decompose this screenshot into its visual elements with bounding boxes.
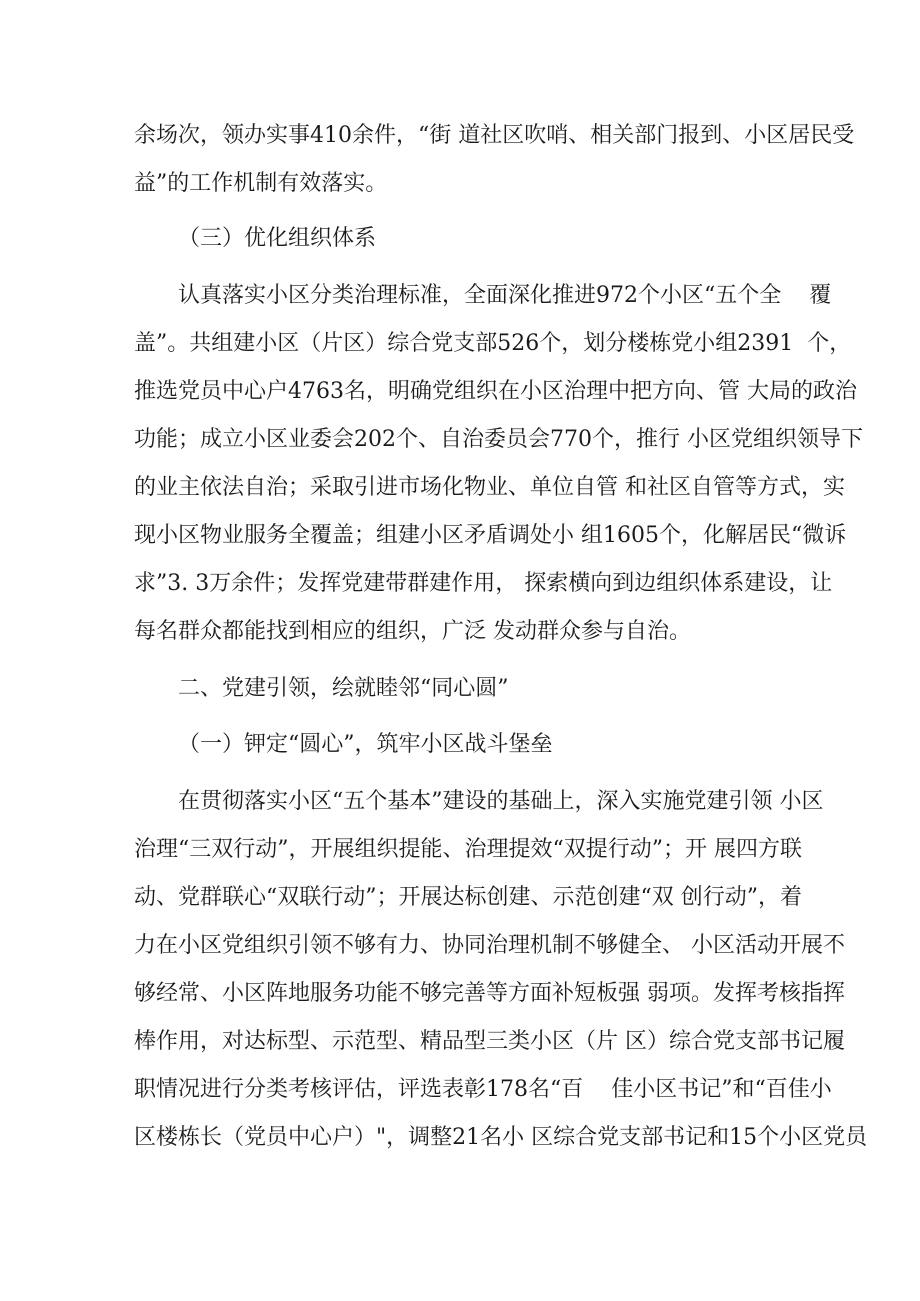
paragraph-line: 够经常、小区阵地服务功能不够完善等方面补短板强 弱项。发挥考核指挥	[134, 981, 845, 1006]
paragraph-line: 力在小区党组织引领不够有力、协同治理机制不够健全、 小区活动开展不	[134, 933, 845, 958]
paragraph-line: 认真落实小区分类治理标准，全面深化推进972个小区“五个全 覆	[178, 283, 832, 308]
paragraph-line: 推选党员中心户4763名，明确党组织在小区治理中把方向、管 大局的政治	[134, 379, 857, 404]
paragraph-line: 益”的工作机制有效落实。	[134, 171, 388, 196]
paragraph-line: 动、党群联心“双联行动”；开展达标创建、示范创建“双 创行动”，着	[134, 885, 802, 910]
section-heading: （一）钾定“圆心”，筑牢小区战斗堡垒	[178, 732, 553, 757]
paragraph-line: 每名群众都能找到相应的组织，广泛 发动群众参与自治。	[134, 619, 691, 644]
paragraph-line: 棒作用，对达标型、示范型、精品型三类小区（片 区）综合党支部书记履	[134, 1029, 845, 1054]
paragraph-line: 的业主依法自治；采取引进市场化物业、单位自管 和社区自管等方式，实	[134, 475, 845, 500]
paragraph-line: 在贯彻落实小区“五个基本”建设的基础上，深入实施党建引领 小区	[178, 789, 824, 814]
paragraph-line: 现小区物业服务全覆盖；组建小区矛盾调处小 组1605个，化解居民“微诉	[134, 523, 847, 548]
chapter-heading: 二、党建引领，绘就睦邻“同心圆”	[178, 676, 509, 701]
paragraph-line: 治理“三双行动”，开展组织提能、治理提效“双提行动”；开 展四方联	[134, 837, 802, 862]
paragraph-line: 区楼栋长（党员中心户）"，调整21名小 区综合党支部书记和15个小区党员	[134, 1125, 868, 1150]
paragraph-line: 功能；成立小区业委会202个、自治委员会770个，推行 小区党组织领导下	[134, 427, 863, 452]
paragraph-line: 盖”。共组建小区（片区）综合党支部526个，划分楼栋党小组2391 个，	[134, 331, 852, 356]
paragraph-line: 职情况进行分类考核评估，评选表彰178名“百 佳小区书记”和“百佳小	[134, 1077, 832, 1102]
paragraph-line: 求”3. 3万余件；发挥党建带群建作用， 探索横向到边组织体系建设，让	[134, 571, 833, 596]
section-heading: （三）优化组织体系	[178, 226, 377, 251]
paragraph-line: 余场次，领办实事410余件，“街 道社区吹哨、相关部门报到、小区居民受	[134, 123, 855, 148]
